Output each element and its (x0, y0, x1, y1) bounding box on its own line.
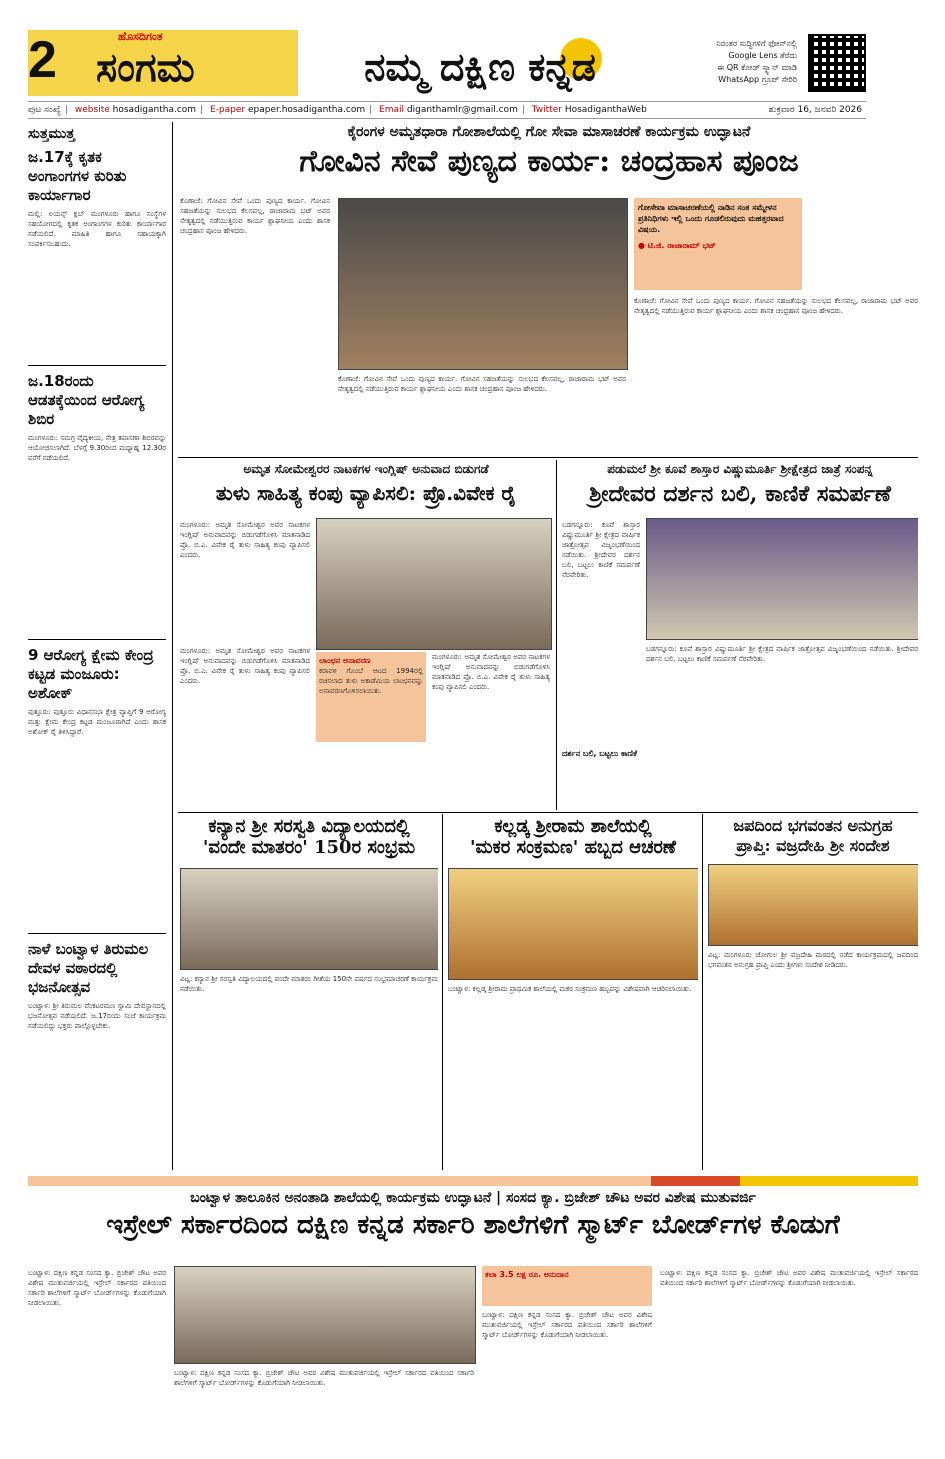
row3-body: ಬಂಟ್ವಾಳ: ಕಲ್ಲಡ್ಕ ಶ್ರೀರಾಮ ಪ್ರಾಥಮಿಕ ಶಾಲೆಯಲ್ಲಿ ಮಕರ ಸಂಕ್ರಮಣ ಹಬ್ಬವನ್ನು ವಿಶೇಷವಾಗಿ ಆಚರಿಸಲಾಯಿತು. (448, 985, 692, 993)
story2-box (316, 652, 426, 742)
color-strip (28, 1176, 918, 1186)
bottom-body: ಬಂಟ್ವಾಳ: ದಕ್ಷಿಣ ಕನ್ನಡ ಸಂಸದ ಕ್ಯಾ. ಬ್ರಿಜೇಶ್ ಚೌಟ ಅವರ ವಿಶೇಷ ಮುತುವರ್ಜಿಯಲ್ಲಿ ಇಸ್ರೇಲ್ ಸರ್ಕಾರದ ವತಿಯಿಂದ ಸರ್ಕಾರಿ ಶಾಲೆಗಳಿಗೆ ಸ್ಮಾರ್ಟ್ ಬೋರ್ಡ್‌ಗಳನ್ನು ಕೊಡುಗೆಯಾಗಿ ನೀಡಲಾಯಿತು. (28, 1269, 166, 1307)
bottom-photo (174, 1266, 476, 1364)
bottom-story (28, 1190, 918, 1454)
story2-body-continued: ಮಂಗಳೂರು: ಅಮೃತ ಸೋಮೇಶ್ವರ ಅವರ ನಾಟಕಗಳ ಇಂಗ್ಲಿಷ್ ಅನುವಾದವನ್ನು ಬಿಡುಗಡೆಗೊಳಿಸಿ ಮಾತನಾಡಿದ ಪ್ರೊ. ಬಿ.ಎ. ವಿವೇಕ ರೈ ತುಳು ಸಾಹಿತ್ಯ ಕಂಪು ವ್ಯಾಪಿಸಲಿ ಎಂದರು. (180, 647, 310, 685)
lead-kicker: ಕೈರಂಗಳ ಅಮೃತಧಾರಾ ಗೋಶಾಲೆಯಲ್ಲಿ ಗೋ ಸೇವಾ ಮಾಸಾಚರಣೆ ಕಾರ್ಯಕ್ರಮ ಉದ್ಘಾಟನೆ (347, 124, 751, 140)
lead-headline: ಗೋವಿನ ಸೇವೆ ಪುಣ್ಯದ ಕಾರ್ಯ: ಚಂದ್ರಹಾಸ ಪೂಂಜ (299, 144, 799, 179)
email-label: Email (379, 105, 405, 115)
district-title: ನಮ್ಮ ದಕ್ಷಿಣ ಕನ್ನಡ (364, 44, 596, 89)
story2-box-title: ಲಾಂಛನ ಅನಾವರಣ (319, 656, 371, 665)
column-rule (442, 814, 443, 1170)
qr-line: WhatsApp ಗ್ರೂಪ್ ಸೇರಿರಿ (718, 75, 797, 84)
lead-body: ಕೊಣಾಜೆ: ಗೋವಿನ ಸೇವೆ ಒಂದು ಪುಣ್ಯದ ಕಾರ್ಯ. ಗೋವಿನ ಸಹಜತೆಯನ್ನು ಸುಲಭದ ಕೆಲಸವಲ್ಲ, ರಾಜಾರಾಮ ಭಟ್ ಅವರ ನೇತೃತ್ವದಲ್ಲಿ ನಡೆಯುತ್ತಿರುವ ಕಾರ್ಯ ಶ್ಲಾಘನೀಯ ಎಂದು ಶಾಸಕ ಚಂದ್ರಹಾಸ ಪೂಂಜ ಹೇಳಿದರು. (180, 197, 330, 235)
sidebar-item-body: ಬಂಟ್ವಾಳ: ಶ್ರೀ ತಿರುಮಲ ವೆಂಕಟರಮಣ ಸ್ವಾಮಿ ದೇವಸ್ಥಾನದಲ್ಲಿ ಭಜನೋತ್ಸವ ನಡೆಯಲಿದೆ. ಜ.17ರಂದು ಸಂಜೆ ಕಾರ್ಯಕ್ರಮ ನಡೆಯಲಿದ್ದು ಭಕ್ತರು ಪಾಲ್ಗೊಳ್ಳಬೇಕು. (28, 1002, 166, 1030)
sidebar-head: ಸುತ್ತಮುತ್ತ (28, 126, 75, 142)
story3-body-continued: ಬಡಗನ್ನೂರು: ಕೂವೆ ಶಾಸ್ತಾರ ವಿಷ್ಣುಮೂರ್ತಿ ಶ್ರೀ ಕ್ಷೇತ್ರದ ವಾರ್ಷಿಕ ಜಾತ್ರೋತ್ಸವ ವಿಜೃಂಭಣೆಯಿಂದ ನಡೆಯಿತು. ಶ್ರೀದೇವರ ದರ್ಶನ ಬಲಿ, ಬಟ್ಟಲು ಕಾಣಿಕೆ ಸಮರ್ಪಣೆ ನೆರವೇರಿತು. (646, 645, 918, 663)
lead-body-continued: ಕೊಣಾಜೆ: ಗೋವಿನ ಸೇವೆ ಒಂದು ಪುಣ್ಯದ ಕಾರ್ಯ. ಗೋವಿನ ಸಹಜತೆಯನ್ನು ಸುಲಭದ ಕೆಲಸವಲ್ಲ, ರಾಜಾರಾಮ ಭಟ್ ಅವರ ನೇತೃತ್ವದಲ್ಲಿ ನಡೆಯುತ್ತಿರುವ ಕಾರ್ಯ ಶ್ಲಾಘನೀಯ ಎಂದು ಶಾಸಕ ಚಂದ್ರಹಾಸ ಪೂಂಜ ಹೇಳಿದರು. (634, 297, 918, 315)
section-rule (178, 457, 918, 458)
sidebar-item-title: ಜ.17ಕ್ಕೆ ಕೃತಕ ಅಂಗಾಂಗಗಳ ಕುರಿತು ಕಾರ್ಯಾಗಾರ (28, 148, 127, 204)
twitter-link[interactable]: HosadiganthaWeb (564, 105, 647, 115)
sidebar-item-body: ಪುತ್ತೂರು: ಪುತ್ತೂರು ವಿಧಾನಸಭಾ ಕ್ಷೇತ್ರ ವ್ಯಾಪ್ತಿಗೆ 9 ಆರೋಗ್ಯ ಮತ್ತು ಕ್ಷೇಮ ಕೇಂದ್ರ ಕಟ್ಟಡ ಮಂಜೂರಾಗಿದೆ ಎಂದು ಶಾಸಕ ಅಶೋಕ್ ರೈ ತಿಳಿಸಿದ್ದಾರೆ. (28, 708, 166, 736)
bottom-body-continued: ಬಂಟ್ವಾಳ: ದಕ್ಷಿಣ ಕನ್ನಡ ಸಂಸದ ಕ್ಯಾ. ಬ್ರಿಜೇಶ್ ಚೌಟ ಅವರ ವಿಶೇಷ ಮುತುವರ್ಜಿಯಲ್ಲಿ ಇಸ್ರೇಲ್ ಸರ್ಕಾರದ ವತಿಯಿಂದ ಸರ್ಕಾರಿ ಶಾಲೆಗಳಿಗೆ ಸ್ಮಾರ್ಟ್ ಬೋರ್ಡ್‌ಗಳನ್ನು ಕೊಡುಗೆಯಾಗಿ ನೀಡಲಾಯಿತು. (174, 1369, 474, 1387)
row3-headline-2: ಪ್ರಾಪ್ತಿ: ವಜ್ರದೇಹಿ ಶ್ರೀ ಸಂದೇಶ (736, 836, 890, 855)
paper-name: ಹೊಸದಿಗಂತ (118, 30, 163, 43)
bottom-box-title: ಕಲಾ 3.5 ಲಕ್ಷ ರೂ. ಅನುದಾನ (485, 1270, 569, 1279)
story3-headline: ಶ್ರೀದೇವರ ದರ್ಶನ ಬಲಿ, ಕಾಣಿಕೆ ಸಮರ್ಪಣೆ (589, 481, 891, 507)
row3-photo (180, 868, 438, 970)
lead-quote: ಗೋಸೇವಾ ಮಾಸಾಚರಣೆಯಲ್ಲಿ ನಾಡಿನ ಸಂತ ಸಮ್ಮೇಳನ ಪ್ರತಿನಿಧಿಗಳು ಇಲ್ಲಿ ಒಂದು ಗೂಡಲಿರುವುದು ಮಹತ್ತರವಾದ ವಿಷಯ. (638, 203, 784, 234)
row3-photo (448, 868, 698, 980)
story3-kicker: ಪಡುಮಲೆ ಶ್ರೀ ಕೂವೆ ಶಾಸ್ತಾರ ವಿಷ್ಣುಮೂರ್ತಿ ಶ್ರೀಕ್ಷೇತ್ರದ ಜಾತ್ರೆ ಸಂಪನ್ನ (607, 462, 873, 476)
story3-body: ಬಡಗನ್ನೂರು: ಕೂವೆ ಶಾಸ್ತಾರ ವಿಷ್ಣುಮೂರ್ತಿ ಶ್ರೀ ಕ್ಷೇತ್ರದ ವಾರ್ಷಿಕ ಜಾತ್ರೋತ್ಸವ ವಿಜೃಂಭಣೆಯಿಂದ ನಡೆಯಿತು. ಶ್ರೀದೇವರ ದರ್ಶನ ಬಲಿ, ಬಟ್ಟಲು ಕಾಣಿಕೆ ಸಮರ್ಪಣೆ ನೆರವೇರಿತು. (562, 521, 640, 579)
lead-byline: ● ಟಿ.ಜಿ. ರಾಜಾರಾಮ್ ಭಟ್ (638, 241, 716, 250)
lead-body-lower: ಕೊಣಾಜೆ: ಗೋವಿನ ಸೇವೆ ಒಂದು ಪುಣ್ಯದ ಕಾರ್ಯ. ಗೋವಿನ ಸಹಜತೆಯನ್ನು ಸುಲಭದ ಕೆಲಸವಲ್ಲ, ರಾಜಾರಾಮ ಭಟ್ ಅವರ ನೇತೃತ್ವದಲ್ಲಿ ನಡೆಯುತ್ತಿರುವ ಕಾರ್ಯ ಶ್ಲಾಘನೀಯ ಎಂದು ಶಾಸಕ ಚಂದ್ರಹಾಸ ಪೂಂಜ ಹೇಳಿದರು. (338, 375, 626, 393)
story-padumale (562, 462, 918, 810)
bottom-kicker: ಬಂಟ್ವಾಳ ತಾಲೂಕಿನ ಅನಂತಾಡಿ ಶಾಲೆಯಲ್ಲಿ ಕಾರ್ಯಕ್ರಮ ಉದ್ಘಾಟನೆ | ಸಂಸದ ಕ್ಯಾ. ಬ್ರಿಜೇಶ್ ಚೌಟ ಅವರ ವಿಶೇಷ ಮುತುವರ್ಜಿ (190, 1190, 756, 1206)
row3-body: ವಿಟ್ಲ: ಕನ್ಯಾನ ಶ್ರೀ ಸರಸ್ವತಿ ವಿದ್ಯಾಲಯದಲ್ಲಿ ವಂದೇ ಮಾತರಂ ಗೀತೆಯ 150ನೇ ವರ್ಷದ ಸಂಭ್ರಮಾಚರಣೆ ಕಾರ್ಯಕ್ರಮ ನಡೆಯಿತು. (180, 975, 438, 993)
story-tulu (180, 462, 552, 810)
row3-headline-2: 'ವಂದೇ ಮಾತರಂ' 150ರ ಸಂಭ್ರಮ (202, 837, 416, 858)
divider (28, 639, 166, 640)
page-number: 2 (28, 31, 57, 89)
website-label: website (74, 105, 110, 115)
story-makara-sankramana (448, 816, 698, 1170)
story2-headline: ತುಳು ಸಾಹಿತ್ಯ ಕಂಪು ವ್ಯಾಪಿಸಲಿ: ಪ್ರೊ.ವಿವೇಕ ರೈ (215, 481, 517, 505)
sidebar-item-title: 9 ಆರೋಗ್ಯ ಕ್ಷೇಮ ಕೇಂದ್ರ ಕಟ್ಟಡ ಮಂಜೂರು: ಅಶೋಕ್ (28, 646, 154, 702)
section-name: ಸಂಗಮ (96, 44, 195, 91)
sidebar-column (28, 122, 166, 1172)
bottom-box (482, 1266, 652, 1306)
city-label: ಪುಟ ಸಂಖ್ಯೆ (28, 105, 61, 115)
story-vajradehi (708, 816, 918, 1170)
sidebar-item-body: ಮಂಗಳೂರು: ಸಮಗ್ರ ವೈದ್ಯಕೀಯ, ನೇತ್ರ ತಪಾಸಣಾ ಶಿಬಿರವನ್ನು ಆಯೋಜಿಸಲಾಗಿದೆ. ಬೆಳಗ್ಗೆ 9.30ರಿಂದ ಮಧ್ಯಾಹ್ನ 12.30ರ ವರೆಗೆ ನಡೆಯಲಿದೆ. (28, 434, 166, 462)
lead-story (180, 124, 918, 454)
story2-photo (316, 518, 552, 650)
twitter-label: Twitter (531, 105, 562, 115)
qr-code-icon[interactable] (808, 34, 866, 92)
bottom-headline: ಇಸ್ರೇಲ್ ಸರ್ಕಾರದಿಂದ ದಕ್ಷಿಣ ಕನ್ನಡ ಸರ್ಕಾರಿ ಶಾಲೆಗಳಿಗೆ ಸ್ಮಾರ್ಟ್ ಬೋರ್ಡ್‌ಗಳ ಕೊಡುಗೆ (106, 1210, 840, 1240)
bottom-body-right: ಬಂಟ್ವಾಳ: ದಕ್ಷಿಣ ಕನ್ನಡ ಸಂಸದ ಕ್ಯಾ. ಬ್ರಿಜೇಶ್ ಚೌಟ ಅವರ ವಿಶೇಷ ಮುತುವರ್ಜಿಯಲ್ಲಿ ಇಸ್ರೇಲ್ ಸರ್ಕಾರದ ವತಿಯಿಂದ ಸರ್ಕಾರಿ ಶಾಲೆಗಳಿಗೆ ಸ್ಮಾರ್ಟ್ ಬೋರ್ಡ್‌ಗಳನ್ನು ಕೊಡುಗೆಯಾಗಿ ನೀಡಲಾಯಿತು. (660, 1269, 918, 1287)
column-rule (702, 814, 703, 1170)
divider (28, 365, 166, 366)
epaper-link[interactable]: epaper.hosadigantha.com (247, 105, 366, 115)
row3-photo (708, 864, 918, 946)
sidebar-item-title: ಜ.18ರಂದು ಆಡತಕ್ಕೆಯಿಂದ ಆರೋಗ್ಯ ಶಿಬಿರ (28, 372, 145, 428)
sidebar-item-body: ಮಲ್ಲಿ: ಲಯನ್ಸ್ ಕ್ಲಬ್ ಮಂಗಳೂರು ಹಾಗೂ ಸಂಸ್ಥೆಗಳ ಸಹಯೋಗದಲ್ಲಿ ಕೃತಕ ಅಂಗಾಂಗಗಳ ಕುರಿತು ಕಾರ್ಯಾಗಾರ ನಡೆಯಲಿದೆ. ಮಾಹಿತಿ ಹಾಗೂ ಸಹಾಯಕ್ಕಾಗಿ ಸಂಪರ್ಕಿಸಬಹುದು. (28, 210, 166, 248)
row3-headline-1: ಕಲ್ಲಡ್ಕ ಶ್ರೀರಾಮ ಶಾಲೆಯಲ್ಲಿ (494, 816, 652, 837)
story3-photo (646, 518, 918, 640)
website-link[interactable]: hosadigantha.com (112, 105, 197, 115)
divider (28, 933, 166, 934)
email-link[interactable]: diganthamlr@gmail.com (406, 105, 518, 115)
epaper-label: E-paper (209, 105, 246, 115)
story-vande-mataram (180, 816, 438, 1170)
bottom-body-column: ಬಂಟ್ವಾಳ: ದಕ್ಷಿಣ ಕನ್ನಡ ಸಂಸದ ಕ್ಯಾ. ಬ್ರಿಜೇಶ್ ಚೌಟ ಅವರ ವಿಶೇಷ ಮುತುವರ್ಜಿಯಲ್ಲಿ ಇಸ್ರೇಲ್ ಸರ್ಕಾರದ ವತಿಯಿಂದ ಸರ್ಕಾರಿ ಶಾಲೆಗಳಿಗೆ ಸ್ಮಾರ್ಟ್ ಬೋರ್ಡ್‌ಗಳನ್ನು ಕೊಡುಗೆಯಾಗಿ ನೀಡಲಾಯಿತು. (482, 1311, 652, 1339)
row3-body: ವಿಟ್ಲ: ಮಂಗಳೂರು ಜೋಗುಲ ಶ್ರೀ ವಜ್ರದೇಹಿ ಮಠದಲ್ಲಿ ನಡೆದ ಕಾರ್ಯಕ್ರಮದಲ್ಲಿ ಜಪದಿಂದ ಭಗವಂತನ ಅನುಗ್ರಹ ಪ್ರಾಪ್ತಿ ಎಂದು ಶ್ರೀಗಳು ಸಂದೇಶ ನೀಡಿದರು. (708, 951, 918, 969)
row3-headline-1: ಜಪದಿಂದ ಭಗವಂತನ ಅನುಗ್ರಹ (733, 816, 893, 835)
story2-box-body: ಕರಾವಳಿ ಗೊಂಬೆ ಆಟದ 1994ರಲ್ಲಿ ರಚಿಸಲಾದ ತುಳು ಅಕಾಡೆಮಿಯ ಲಾಂಛನವನ್ನು ಅನಾವರಣಗೊಳಿಸಲಾಯಿತು. (319, 667, 423, 695)
section-rule (178, 812, 918, 813)
story3-subhead: ದರ್ಶನ ಬಲಿ, ಬಟ್ಟಲು ಕಾಣಿಕೆ (562, 749, 638, 758)
qr-line: ಈ QR ಕೋಡ್ ಸ್ಕ್ಯಾನ್ ಮಾಡಿ (717, 63, 797, 72)
lead-quote-box (634, 198, 802, 290)
story2-body: ಮಂಗಳೂರು: ಅಮೃತ ಸೋಮೇಶ್ವರ ಅವರ ನಾಟಕಗಳ ಇಂಗ್ಲಿಷ್ ಅನುವಾದವನ್ನು ಬಿಡುಗಡೆಗೊಳಿಸಿ ಮಾತನಾಡಿದ ಪ್ರೊ. ಬಿ.ಎ. ವಿವೇಕ ರೈ ತುಳು ಸಾಹಿತ್ಯ ಕಂಪು ವ್ಯಾಪಿಸಲಿ ಎಂದರು. (180, 521, 310, 559)
row3-headline-1: ಕನ್ಯಾನ ಶ್ರೀ ಸರಸ್ವತಿ ವಿದ್ಯಾಲಯದಲ್ಲಿ (208, 816, 410, 837)
sidebar-item-title: ನಾಳೆ ಬಂಟ್ವಾಳ ತಿರುಮಲ ದೇವಳ ವಠಾರದಲ್ಲಿ ಭಜನೋತ್ಸವ (28, 940, 149, 996)
masthead (0, 0, 945, 100)
row3-headline-2: 'ಮಕರ ಸಂಕ್ರಮಣ' ಹಬ್ಬದ ಆಚರಣೆ (470, 837, 676, 858)
issue-date: ಶುಕ್ರವಾರ 16, ಜನವರಿ 2026 (768, 105, 862, 115)
info-bar: ಪುಟ ಸಂಖ್ಯೆ | website hosadigantha.com | E-paper epaper.hosadigantha.com | Email diganthamlr@gmail.com | Twitter HosadiganthaWeb ಶುಕ್ರವಾರ 16, ಜನವರಿ 2026 (28, 101, 866, 119)
story2-body-column: ಮಂಗಳೂರು: ಅಮೃತ ಸೋಮೇಶ್ವರ ಅವರ ನಾಟಕಗಳ ಇಂಗ್ಲಿಷ್ ಅನುವಾದವನ್ನು ಬಿಡುಗಡೆಗೊಳಿಸಿ ಮಾತನಾಡಿದ ಪ್ರೊ. ಬಿ.ಎ. ವಿವೇಕ ರೈ ತುಳು ಸಾಹಿತ್ಯ ಕಂಪು ವ್ಯಾಪಿಸಲಿ ಎಂದರು. (432, 653, 550, 691)
qr-line: Google Lens ತೆರೆದು (728, 51, 797, 60)
column-rule (172, 122, 173, 1170)
story2-kicker: ಅಮೃತ ಸೋಮೇಶ್ವರರ ನಾಟಕಗಳ ಇಂಗ್ಲಿಷ್ ಅನುವಾದ ಬಿಡುಗಡೆ (243, 462, 489, 476)
qr-instructions (672, 38, 797, 86)
lead-photo (338, 198, 628, 370)
qr-line: ನಿರಂತರ ಸುದ್ದಿಗಳಿಗೆ ಫೋನ್‌ನಲ್ಲಿ (716, 39, 797, 48)
column-rule (556, 460, 557, 810)
